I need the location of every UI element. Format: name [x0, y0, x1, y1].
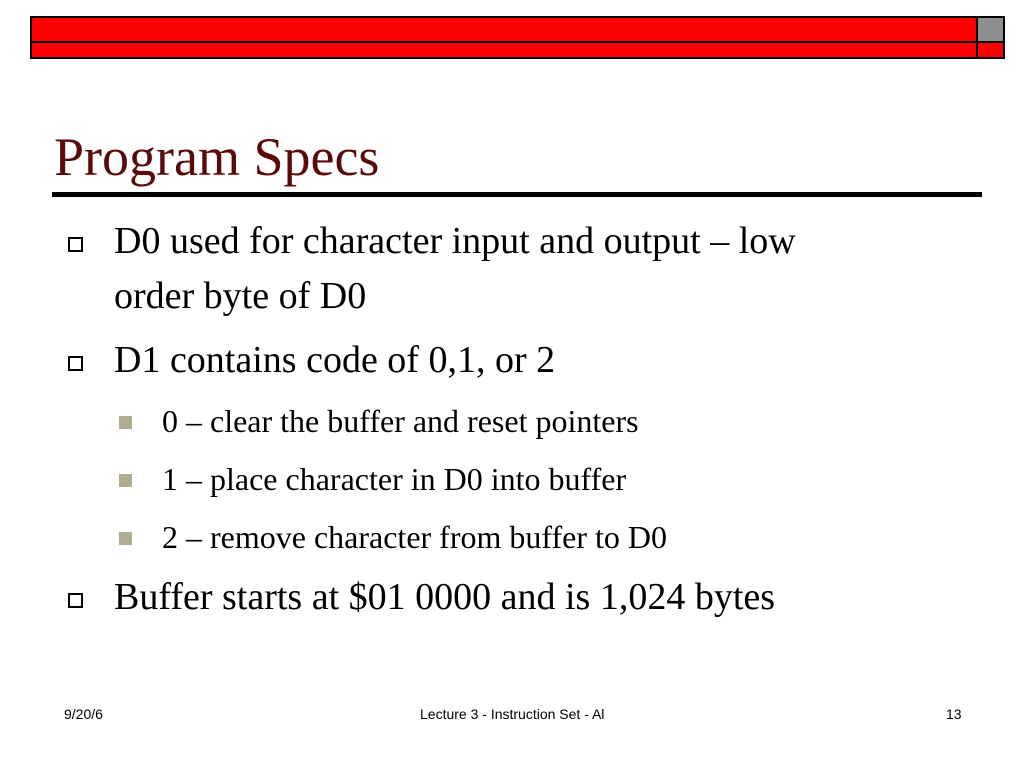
- filled-square-bullet-icon: [119, 474, 132, 487]
- bullet-text-line: D0 used for character input and output – low: [114, 220, 796, 262]
- bullet-text-line: D1 contains code of 0,1, or 2: [114, 339, 556, 381]
- header-bar-top: [30, 16, 978, 43]
- footer-title: Lecture 3 - Instruction Set - Al: [420, 706, 605, 722]
- footer-date: 9/20/6: [64, 706, 103, 722]
- header-corner-red-square: [976, 41, 1005, 59]
- header-corner-grey-square: [976, 16, 1005, 43]
- filled-square-bullet-icon: [119, 416, 132, 429]
- hollow-square-bullet-icon: [68, 593, 83, 608]
- hollow-square-bullet-icon: [68, 237, 83, 252]
- sub-bullet-text: 1 – place character in D0 into buffer: [162, 461, 627, 497]
- sub-bullet-text: 0 – clear the buffer and reset pointers: [162, 403, 639, 439]
- bullet-text-line: order byte of D0: [114, 275, 367, 317]
- header-bar-bottom: [30, 41, 978, 59]
- filled-square-bullet-icon: [119, 532, 132, 545]
- title-underline: [52, 192, 982, 197]
- hollow-square-bullet-icon: [68, 356, 83, 371]
- bullet-text-line: Buffer starts at $01 0000 and is 1,024 bytes: [114, 576, 776, 618]
- footer-page-number: 13: [946, 706, 962, 722]
- slide-title: Program Specs: [54, 127, 380, 187]
- sub-bullet-text: 2 – remove character from buffer to D0: [162, 519, 667, 555]
